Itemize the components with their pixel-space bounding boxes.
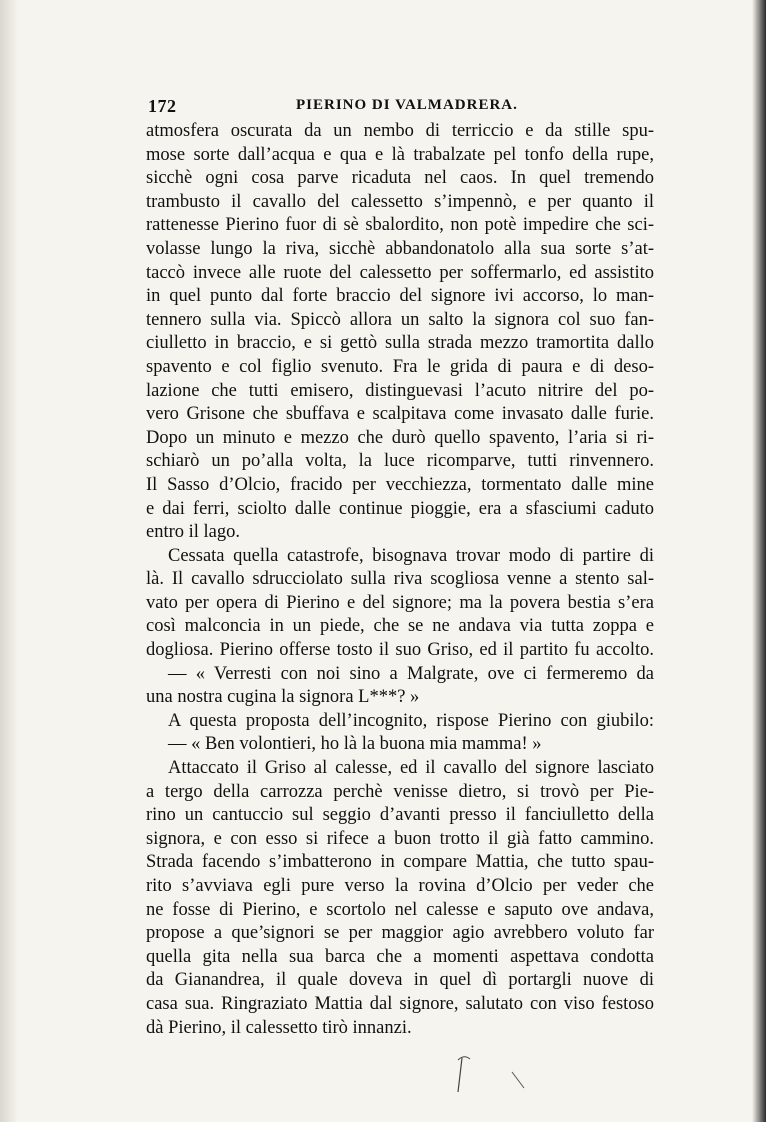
text-line: tennero sulla via. Spiccò allora un salto la signora col suo fan- [146,309,654,330]
text-line: mose sorte dall’acqua e qua e là trabalzate pel tonfo della rupe, [146,144,654,165]
text-line: dà Pierino, il calessetto tirò innanzi. [146,1017,412,1038]
text-line: atmosfera oscurata da un nembo di terriccio e da stille spu- [146,121,654,141]
pencil-marks [450,1050,540,1100]
text-line: Strada facendo s’imbatterono in compare Mattia, che tutto spau- [146,852,654,873]
text-line: Il Sasso d’Olcio, fracido per vecchiezza, tormentato dalle mine [146,474,654,495]
text-line: là. Il cavallo sdrucciolato sulla riva scogliosa venne a stento sal- [146,569,654,590]
text-line: rattenesse Pierino fuor di sè sbalordito, non potè impedire che sci- [146,215,654,236]
text-line: in quel punto dal forte braccio del signore ivi accorso, lo man- [146,286,654,307]
text-line: ne fosse di Pierino, e scortolo nel calesse e saputo ove andava, [146,899,654,920]
text-line: e dai ferri, sciolto dalle continue pioggie, era a sfasciumi caduto [146,498,654,519]
running-title: PIERINO DI VALMADRERA. [296,97,518,113]
text-line: dogliosa. Pierino offerse tosto il suo Griso, ed il partito fu accolto. [146,640,654,661]
text-line: vato per opera di Pierino e del signore; ma la povera bestia s’era [146,592,654,613]
text-line: — « Verresti con noi sino a Malgrate, ove ci fermeremo da [168,663,654,684]
page-gutter-shadow [0,0,18,1122]
text-line: entro il lago. [146,522,241,543]
text-line: rino un cantuccio sul seggio d’avanti presso il fanciulletto della [146,805,654,826]
text-line: quella gita nella sua barca che a momenti aspettava condotta [146,946,654,967]
text-line: volasse lungo la riva, sicchè abbandonatolo alla sua sorte s’at- [146,238,654,259]
text-line: una nostra cugina la signora L***? » [146,687,420,708]
text-line: spavento e col figlio svenuto. Fra le grida di paura e di deso- [146,356,654,377]
page-header [148,96,653,120]
text-line: ciulletto in braccio, e si gettò sulla strada mezzo tramortita dallo [146,333,654,354]
text-line: lazione che tutti emisero, distinguevasi l’acuto nitrire del po- [146,380,654,401]
text-line: taccò invece alle ruote del calessetto per soffermarlo, ed assistito [146,262,654,283]
text-line: da Gianandrea, il quale doveva in quel dì portargli nuove di [146,970,654,991]
text-line: propose a que’signori se per maggior agio avrebbero voluto far [146,923,654,944]
body-text [146,120,654,1040]
text-line: trambusto il cavallo del calessetto s’impennò, e per quanto il [146,191,654,212]
text-line: signora, e con esso si rifece a buon trotto il già fatto cammino. [146,828,654,849]
text-line: Dopo un minuto e mezzo che durò quello spavento, l’aria si ri- [146,427,654,448]
text-line: sicchè ogni cosa parve ricaduta nel caos. In quel tremendo [146,168,654,189]
text-line: vero Grisone che sbuffava e scalpitava come invasato dalle furie. [146,404,654,425]
text-line: a tergo della carrozza perchè venisse dietro, si trovò per Pie- [146,781,654,802]
text-line: Attaccato il Griso al calesse, ed il cavallo del signore lasciato [168,758,654,779]
text-line: casa sua. Ringraziato Mattia dal signore, salutato con viso festoso [146,993,654,1014]
text-line: Cessata quella catastrofe, bisognava trovar modo di partire di [168,545,654,566]
text-line: così malconcia in un piede, che se ne andava via tutta zoppa e [146,616,654,637]
text-line: A questa proposta dell’incognito, rispose Pierino con giubilo: [168,710,654,731]
page-edge-shadow [752,0,766,1122]
text-line: — « Ben volontieri, ho là la buona mia mamma! » [168,734,542,755]
text-line: schiarò un po’alla volta, la luce ricomparve, tutti rinvennero. [146,451,654,472]
text-line: rito s’avviava egli pure verso la rovina d’Olcio per veder che [146,876,654,896]
page-number: 172 [148,96,177,116]
